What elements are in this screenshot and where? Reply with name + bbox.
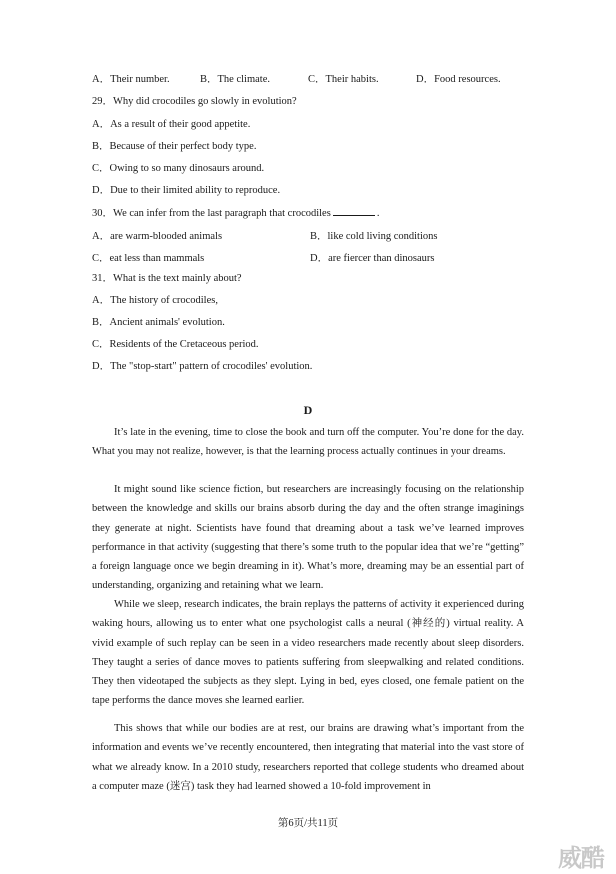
section-title: D (303, 403, 313, 417)
q31-option-a: A．The history of crocodiles, (92, 295, 218, 306)
q30-answer-blank (333, 206, 375, 216)
watermark-logo: 威酷 (558, 844, 604, 872)
q30-stem-end: . (376, 208, 380, 219)
q28-option-a: A．Their number. (92, 74, 170, 85)
q28-option-b: B．The climate. (200, 74, 270, 85)
passage-paragraph-3: While we sleep, research indicates, the brain replays the patterns of activity it experienced during waking hours, allowing us to enter what one psychologist calls a neural (神经的) virtual reality. A vivid example of such replay can be seen in a video researchers made recently about sleep disorders. They taught a series of dance moves to patients suffering from sleepwalking and related conditions. They then videotaped the subjects as they slept. Lying in bed, eyes closed, one female patient on the tape performs the dance moves she learned earlier. (92, 599, 524, 707)
page-footer: 第6页/共11页 (277, 818, 339, 829)
q30-stem (92, 206, 379, 221)
q30-option-c: C．eat less than mammals (92, 253, 205, 264)
q29-option-d: D．Due to their limited ability to reproduce. (92, 185, 281, 196)
q30-option-b: B．like cold living conditions (310, 231, 438, 242)
q31-stem: 31．What is the text mainly about? (92, 273, 242, 284)
passage-paragraph-2: It might sound like science fiction, but researchers are increasingly focusing on the relationship between the knowledge and skills our brains absorb during the day and the often strange imaginings they generate at night. Scientists have found that dreaming about a task we’ve learned improves performance in that activity (suggesting that there’s some truth to the popular idea that we’re “getting” a foreign language once we begin dreaming in it). What’s more, dreaming may be an essential part of understanding, organizing and retaining what we learn. (92, 484, 524, 592)
q29-option-c: C．Owing to so many dinosaurs around. (92, 163, 265, 174)
q30-option-d: D．are fiercer than dinosaurs (310, 253, 435, 264)
q28-option-c: C．Their habits. (308, 74, 379, 85)
q31-option-b: B．Ancient animals' evolution. (92, 317, 225, 328)
q30-stem-text: 30．We can infer from the last paragraph that crocodiles (92, 208, 331, 219)
q31-option-d: D．The "stop-start" pattern of crocodiles' evolution. (92, 361, 313, 372)
q29-option-b: B．Because of their perfect body type. (92, 141, 257, 152)
passage-paragraph-4: This shows that while our bodies are at rest, our brains are drawing what’s important from the information and events we’ve recently encountered, then integrating that material into the vast store of what we already know. In a 2010 study, researchers reported that college students who dreamed about a computer maze (迷宫) task they had learned showed a 10-fold improvement in (92, 723, 524, 792)
passage-paragraph-1: It’s late in the evening, time to close the book and turn off the computer. You’re done for the day. What you may not realize, however, is that the learning process actually continues in your dreams. (92, 427, 524, 458)
q28-option-d: D．Food resources. (416, 74, 501, 85)
q29-option-a: A．As a result of their good appetite. (92, 119, 251, 130)
q31-option-c: C．Residents of the Cretaceous period. (92, 339, 259, 350)
q29-stem: 29．Why did crocodiles go slowly in evolution? (92, 96, 297, 107)
q30-option-a: A．are warm-blooded animals (92, 231, 223, 242)
